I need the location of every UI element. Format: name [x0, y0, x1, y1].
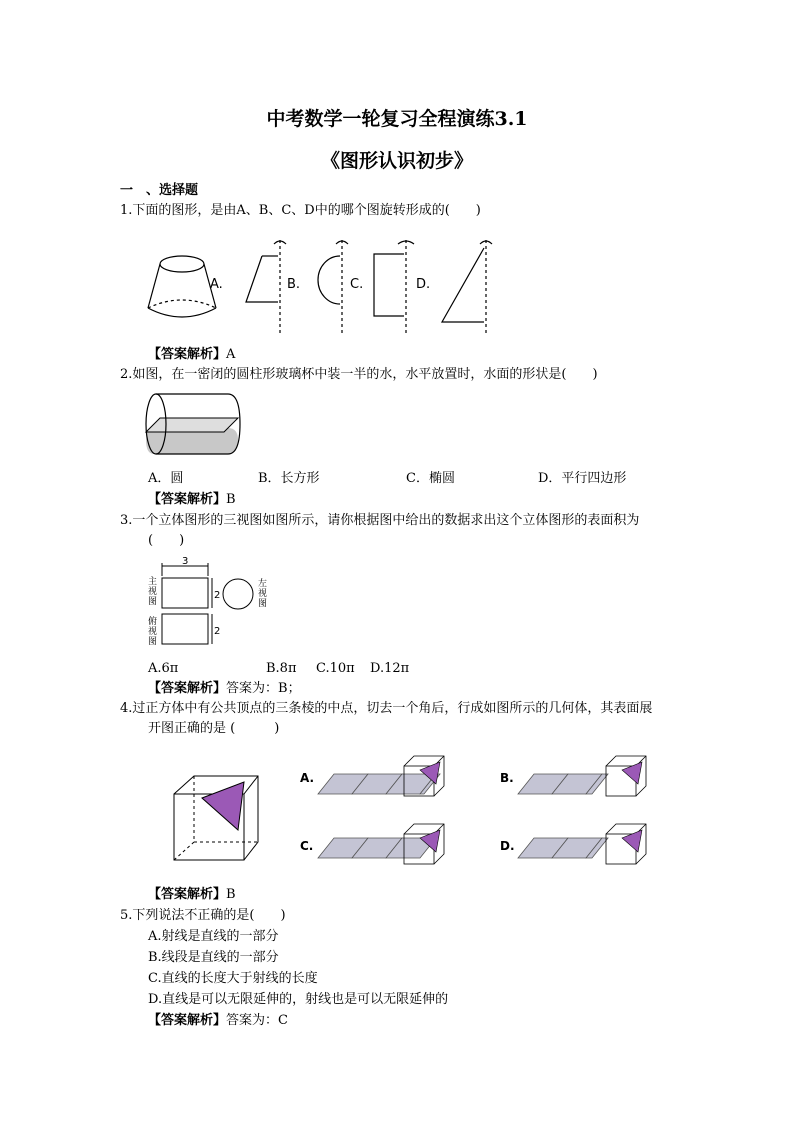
q1-answer-value: A: [226, 347, 236, 362]
q2-text: 2.如图，在一密闭的圆柱形玻璃杯中装一半的水，水平放置时，水面的形状是( ): [120, 367, 598, 382]
doc-subtitle: 《图形认识初步》: [320, 150, 473, 172]
svg-text:视: 视: [258, 589, 268, 599]
q4-text-line2: 开图正确的是 ( ): [148, 721, 280, 736]
q3-text-line1: 3.一个立体图形的三视图如图所示，请你根据图中给出的数据求出这个立体图形的表面积为: [120, 513, 640, 528]
q2-option-b: B．长方形: [258, 471, 320, 486]
front-view-rect: [162, 578, 208, 608]
top-view-rect: [162, 614, 208, 644]
q3-option-a: A.6π: [148, 661, 179, 676]
q4-cube-figure: [166, 770, 266, 866]
q1-figure: [140, 228, 520, 348]
q3-option-c: C.10π: [316, 661, 355, 676]
q4-option-a: A.: [300, 771, 315, 785]
q4-text-line1: 4.过正方体中有公共顶点的三条棱的中点，切去一个角后，行成如图所示的几何体，其表面展: [120, 701, 653, 716]
q1-option-d: D.: [416, 277, 431, 292]
q1-shape-c: [374, 240, 414, 334]
q5-option-a: A.射线是直线的一部分: [148, 929, 279, 944]
q3-text-line2: ( ): [148, 533, 185, 548]
svg-text:2: 2: [214, 626, 221, 637]
q1-text: 1.下面的图形，是由A、B、C、D中的哪个图旋转形成的( ): [120, 203, 481, 218]
answer-label: 【答案解析】: [148, 347, 227, 362]
q5-option-b: B.线段是直线的一部分: [148, 950, 279, 965]
q1-shape-b: [318, 240, 348, 334]
svg-text:主: 主: [148, 577, 158, 587]
q1-shape-d: [442, 240, 492, 334]
svg-text:左: 左: [258, 579, 268, 589]
q3-answer: 【答案解析】答案为：B；: [148, 681, 301, 696]
q5-answer: 【答案解析】答案为：C: [148, 1013, 288, 1028]
frustum-shape: [148, 256, 216, 317]
q2-option-a: A．圆: [148, 471, 184, 486]
q3-option-b: B.8π: [266, 661, 297, 676]
left-view-circle: [223, 579, 253, 609]
q2-option-c: C．椭圆: [406, 471, 455, 486]
svg-text:俯: 俯: [148, 617, 158, 627]
svg-text:图: 图: [148, 637, 158, 647]
q4-option-c: C.: [300, 839, 314, 853]
svg-text:视: 视: [148, 587, 158, 597]
doc-title: 中考数学一轮复习全程演练3.1: [266, 108, 528, 130]
svg-text:视: 视: [148, 627, 158, 637]
q5-option-d: D.直线是可以无限延伸的，射线也是可以无限延伸的: [148, 992, 449, 1007]
q5-text: 5.下列说法不正确的是( ): [120, 908, 286, 923]
section-heading: 一 、选择题: [120, 183, 199, 198]
q4-net-options: [296, 752, 656, 872]
q3-option-d: D.12π: [370, 661, 410, 676]
svg-text:图: 图: [258, 599, 268, 609]
q4-answer: 【答案解析】B: [148, 887, 236, 902]
q3-three-view-figure: [146, 554, 276, 654]
q2-option-d: D．平行四边形: [538, 471, 627, 486]
svg-text:图: 图: [148, 597, 158, 607]
q1-answer: [148, 346, 235, 364]
q1-shape-a: [246, 240, 286, 334]
q4-option-d: D.: [500, 839, 515, 853]
q4-option-b: B.: [500, 771, 514, 785]
q5-option-c: C.直线的长度大于射线的长度: [148, 971, 318, 986]
svg-text:2: 2: [214, 590, 221, 601]
q2-answer: 【答案解析】B: [148, 492, 236, 507]
svg-text:3: 3: [182, 556, 189, 567]
q2-cylinder-figure: [144, 388, 244, 464]
q1-option-b: B.: [287, 277, 301, 292]
q1-option-a: A.: [210, 277, 223, 292]
q1-option-c: C.: [350, 277, 364, 292]
